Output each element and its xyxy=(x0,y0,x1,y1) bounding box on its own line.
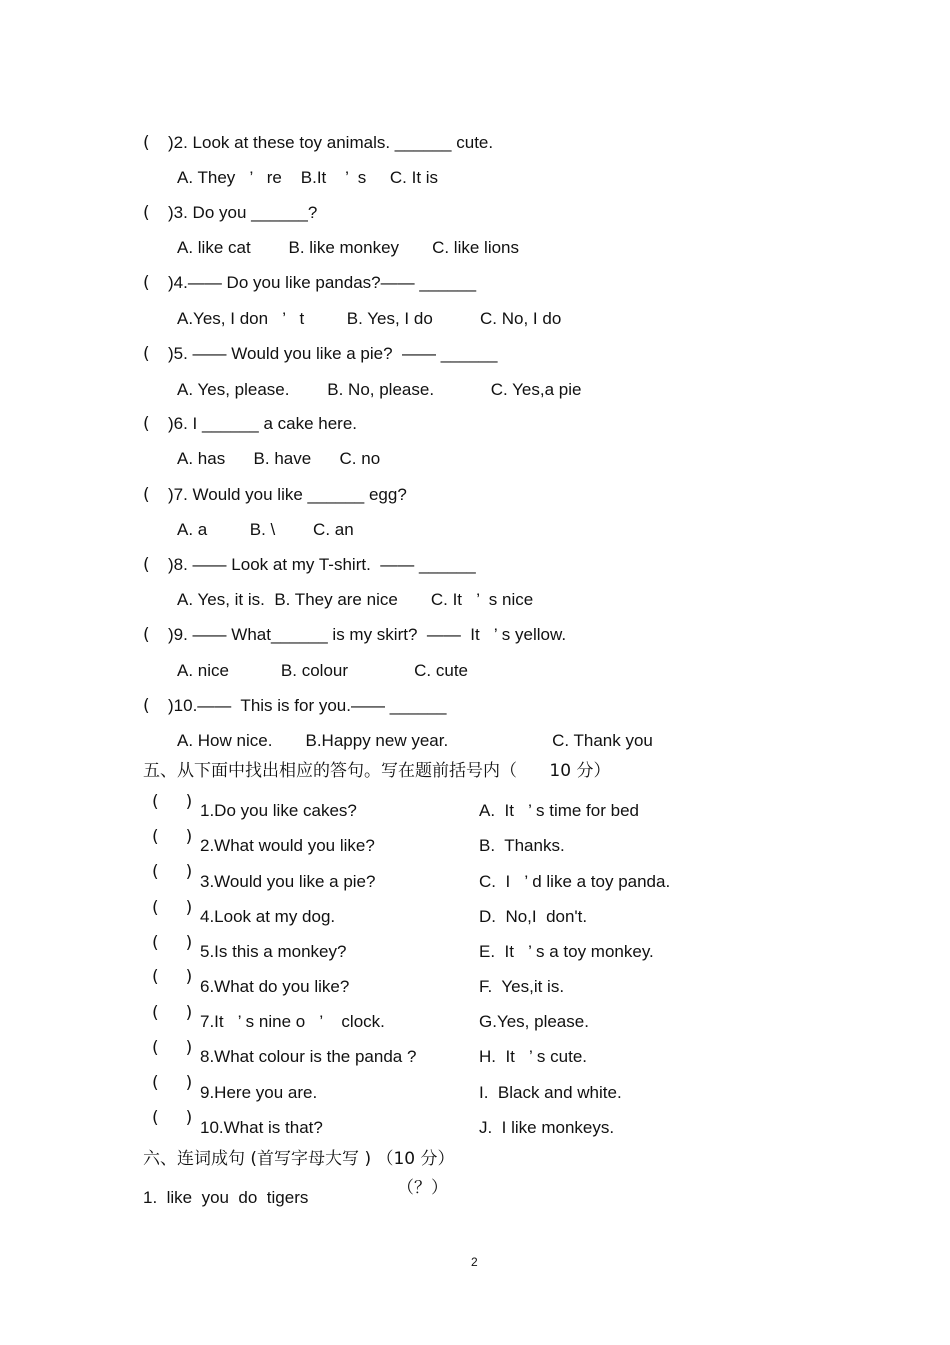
match-answer: B. Thanks. xyxy=(479,836,565,855)
question-stem: )9. —— What______ is my skirt? —— It ’ s yellow. xyxy=(168,625,567,644)
match-answer: E. It ’ s a toy monkey. xyxy=(479,942,654,961)
answer-paren: ( ) xyxy=(152,792,193,812)
page-number: 2 xyxy=(471,1255,478,1269)
answer-paren: ( xyxy=(143,555,150,575)
question-options: A. They ’ re B.It ’ s C. It is xyxy=(177,168,439,187)
question-stem: )3. Do you ______? xyxy=(168,203,318,222)
question-stem: )2. Look at these toy animals. ______ cute. xyxy=(168,133,494,152)
question-options: A. Yes, please. B. No, please. C. Yes,a pie xyxy=(177,380,582,399)
answer-paren: ( ) xyxy=(152,933,193,953)
answer-paren: ( ) xyxy=(152,898,193,918)
answer-paren: ( xyxy=(143,414,150,434)
match-answer: I. Black and white. xyxy=(479,1083,622,1102)
match-answer: A. It ’ s time for bed xyxy=(479,801,639,820)
question-stem: )5. —— Would you like a pie? —— ______ xyxy=(168,344,498,363)
answer-paren: ( xyxy=(143,203,150,223)
reorder-item: 1. like you do tigers xyxy=(143,1188,309,1207)
match-answer: J. I like monkeys. xyxy=(479,1118,615,1137)
match-question: 5.Is this a monkey? xyxy=(200,942,347,961)
match-answer: C. I ’ d like a toy panda. xyxy=(479,872,671,891)
question-options: A. a B. \ C. an xyxy=(177,520,354,539)
question-stem: )6. I ______ a cake here. xyxy=(168,414,358,433)
reorder-punctuation: （？） xyxy=(397,1178,448,1198)
answer-paren: ( ) xyxy=(152,827,193,847)
answer-paren: ( ) xyxy=(152,1073,193,1093)
answer-paren: ( ) xyxy=(152,1108,193,1128)
match-question: 6.What do you like? xyxy=(200,977,350,996)
match-answer: G.Yes, please. xyxy=(479,1012,589,1031)
answer-paren: ( xyxy=(143,485,150,505)
match-question: 3.Would you like a pie? xyxy=(200,872,376,891)
question-options: A. like cat B. like monkey C. like lions xyxy=(177,238,520,257)
match-question: 1.Do you like cakes? xyxy=(200,801,357,820)
match-question: 4.Look at my dog. xyxy=(200,907,336,926)
answer-paren: ( ) xyxy=(152,1038,193,1058)
answer-paren: ( xyxy=(143,625,150,645)
match-question: 2.What would you like? xyxy=(200,836,375,855)
answer-paren: ( xyxy=(143,344,150,364)
answer-paren: ( xyxy=(143,696,150,716)
answer-paren: ( xyxy=(143,273,150,293)
question-stem: )7. Would you like ______ egg? xyxy=(168,485,407,504)
answer-paren: ( ) xyxy=(152,967,193,987)
answer-paren: ( xyxy=(143,133,150,153)
section6-heading: 六、连词成句 (首写字母大写 ) （10 分） xyxy=(143,1149,455,1169)
answer-paren: ( ) xyxy=(152,862,193,882)
match-question: 8.What colour is the panda ? xyxy=(200,1047,417,1066)
section5-heading: 五、从下面中找出相应的答句。写在题前括号内（ 10 分） xyxy=(143,761,611,781)
question-options: A. How nice. B.Happy new year. C. Thank you xyxy=(177,731,653,750)
match-question: 9.Here you are. xyxy=(200,1083,318,1102)
question-stem: )8. —— Look at my T-shirt. —— ______ xyxy=(168,555,476,574)
match-answer: F. Yes,it is. xyxy=(479,977,565,996)
match-answer: H. It ’ s cute. xyxy=(479,1047,588,1066)
question-stem: )4.—— Do you like pandas?—— ______ xyxy=(168,273,477,292)
question-stem: )10.—— This is for you.—— ______ xyxy=(168,696,447,715)
match-question: 10.What is that? xyxy=(200,1118,323,1137)
question-options: A.Yes, I don ’ t B. Yes, I do C. No, I do xyxy=(177,309,562,328)
match-question: 7.It ’ s nine o ’ clock. xyxy=(200,1012,385,1031)
question-options: A. Yes, it is. B. They are nice C. It ’ s nice xyxy=(177,590,534,609)
match-answer: D. No,I don't. xyxy=(479,907,588,926)
question-options: A. has B. have C. no xyxy=(177,449,381,468)
answer-paren: ( ) xyxy=(152,1003,193,1023)
question-options: A. nice B. colour C. cute xyxy=(177,661,468,680)
